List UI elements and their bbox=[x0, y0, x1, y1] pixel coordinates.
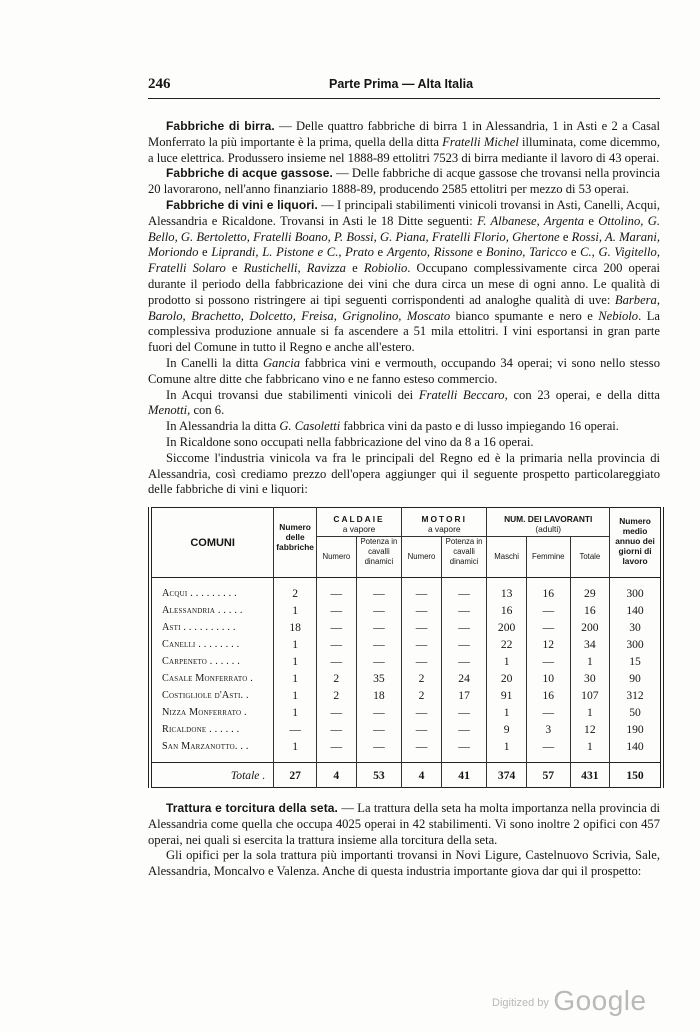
lavoranti-sub: (adulti) bbox=[535, 524, 561, 534]
text-run: — Delle quattro fabbriche di birra 1 in Alessandria, 1 in Asti e 2 a Casal Monferrato la più importante è la prima, quella della ditta bbox=[148, 119, 660, 149]
table-cell: — bbox=[402, 603, 442, 620]
table-cell: 190 bbox=[610, 722, 662, 739]
table-row bbox=[150, 603, 662, 620]
col-header-totale: Totale bbox=[570, 537, 609, 578]
table-cell: 200 bbox=[570, 620, 609, 637]
table-cell: — bbox=[441, 739, 486, 763]
italic-run: Ottolino, G. Bello, G. Bertoletto, Fratelli Boano, P. Bossi, G. Piana, Fratelli Florio, Ghertone bbox=[148, 213, 660, 244]
table-body bbox=[150, 578, 662, 763]
text-run: — I principali stabilimenti vinicoli trovansi in Asti, Canelli, Acqui, Alessandria e Ricaldone. Trovansi in Asti le 18 Ditte seguenti: bbox=[148, 197, 660, 228]
section-heading: Fabbriche di birra. bbox=[166, 119, 275, 133]
table-cell: 1 bbox=[274, 671, 317, 688]
table-cell: 2 bbox=[316, 671, 356, 688]
italic-run: Gancia bbox=[262, 355, 301, 370]
col-header-lavoranti bbox=[487, 508, 610, 537]
google-logo: Google bbox=[553, 985, 647, 1016]
table-cell: — bbox=[441, 722, 486, 739]
table-cell: — bbox=[356, 705, 401, 722]
text-run: fabbrica vini e vermouth, occupando 34 operai; vi sono nello stesso Comune altre ditte che fabbricano vino e ne fanno esteso commercio. bbox=[148, 355, 660, 386]
text-run: illuminata, come dicemmo, a luce elettrica. Produssero insieme nel 1888-89 ettolitri 7523 di birra mediante il lavoro di 43 operai. bbox=[148, 134, 660, 165]
table-cell: — bbox=[441, 654, 486, 671]
paragraph bbox=[148, 119, 660, 166]
col-header-motori bbox=[402, 508, 487, 537]
text-run: e bbox=[373, 245, 387, 260]
table-cell: — bbox=[402, 620, 442, 637]
table-cell: 1 bbox=[274, 654, 317, 671]
table-cell: 1 bbox=[570, 654, 609, 671]
table-cell: — bbox=[402, 637, 442, 654]
wine-factories-table bbox=[148, 507, 664, 788]
table-row bbox=[150, 637, 662, 654]
table-cell: — bbox=[441, 578, 486, 604]
section-heading: Fabbriche di vini e liquori. bbox=[166, 197, 318, 212]
table-cell: 300 bbox=[610, 578, 662, 604]
table-cell: — bbox=[274, 722, 317, 739]
comune-name: Carpeneto . . . . . . bbox=[150, 654, 274, 671]
watermark-prefix: Digitized by bbox=[492, 997, 549, 1009]
paragraph bbox=[148, 451, 660, 498]
table-cell: 30 bbox=[610, 620, 662, 637]
table-cell: 17 bbox=[441, 688, 486, 705]
table-cell: 91 bbox=[487, 688, 527, 705]
table-cell: 1 bbox=[487, 654, 527, 671]
table-cell: — bbox=[316, 722, 356, 739]
paragraph bbox=[148, 198, 660, 356]
table-cell: — bbox=[316, 739, 356, 763]
table-cell: — bbox=[316, 705, 356, 722]
table-cell: 1 bbox=[570, 739, 609, 763]
comune-name: Acqui . . . . . . . . . bbox=[150, 578, 274, 604]
caldaie-sub: a vapore bbox=[342, 524, 376, 534]
table-cell: — bbox=[526, 705, 570, 722]
table-cell: — bbox=[356, 603, 401, 620]
table-cell: 140 bbox=[610, 603, 662, 620]
table-cell: 2 bbox=[274, 578, 317, 604]
table-cell: — bbox=[526, 654, 570, 671]
italic-run: Liprandi, L. Pistone e C., Prato bbox=[211, 245, 374, 260]
col-header-caldaie bbox=[316, 508, 401, 537]
table-row bbox=[150, 578, 662, 604]
table-cell: — bbox=[441, 620, 486, 637]
italic-run: Menotti bbox=[148, 403, 188, 418]
table-cell: 1 bbox=[274, 739, 317, 763]
table-cell: 29 bbox=[570, 578, 609, 604]
table-row bbox=[150, 722, 662, 739]
text-run: — La trattura della seta ha molta importanza nella provincia di Alessandria come quella che occupa 4025 operai in 42 stabilimenti. Vi sono inoltre 2 opifici con 457 operai, nei quali si esercita la trattura insieme alla torcitura della seta. bbox=[148, 801, 660, 847]
total-label: Totale . bbox=[150, 763, 274, 788]
table-cell: — bbox=[402, 578, 442, 604]
italic-run: Fratelli Beccaro bbox=[418, 387, 505, 402]
text-run: In Ricaldone sono occupati nella fabbricazione del vino da 8 a 16 operai. bbox=[166, 434, 534, 449]
table-cell: 12 bbox=[526, 637, 570, 654]
paragraph bbox=[148, 356, 660, 388]
section-heading: Fabbriche di acque gassose. bbox=[166, 166, 333, 181]
text-run: e bbox=[198, 245, 212, 260]
table-cell: 34 bbox=[570, 637, 609, 654]
table-cell: 18 bbox=[356, 688, 401, 705]
table-row bbox=[150, 671, 662, 688]
italic-run: Argento, Rissone bbox=[386, 245, 473, 260]
total-cell: 53 bbox=[356, 763, 401, 788]
total-cell: 4 bbox=[402, 763, 442, 788]
text-run: . La complessiva produzione annuale si fa ascendere a 51 mila ettolitri. I vini esportansi in gran parte fuori del Comune in tutto il Regno e anche all'estero. bbox=[148, 308, 660, 355]
page-number: 246 bbox=[148, 76, 171, 92]
table-cell: — bbox=[441, 705, 486, 722]
section-heading: Trattura e torcitura della seta. bbox=[166, 801, 338, 815]
col-header-motori-potenza: Potenza in cavalli dinamici bbox=[441, 537, 486, 578]
col-header-caldaie-potenza: Potenza in cavalli dinamici bbox=[356, 537, 401, 578]
running-head bbox=[148, 76, 660, 96]
col-header-maschi: Maschi bbox=[487, 537, 527, 578]
text-run: In Acqui trovansi due stabilimenti vinicoli dei bbox=[166, 387, 419, 402]
paragraph bbox=[148, 388, 660, 420]
table-cell: 10 bbox=[526, 671, 570, 688]
text-run: In Canelli la ditta bbox=[166, 355, 263, 370]
motori-sub: a vapore bbox=[427, 524, 461, 534]
table-cell: 22 bbox=[487, 637, 527, 654]
table-cell: 24 bbox=[441, 671, 486, 688]
paragraph bbox=[148, 419, 660, 435]
total-cell: 57 bbox=[526, 763, 570, 788]
table-cell: 16 bbox=[570, 603, 609, 620]
paragraph bbox=[148, 435, 660, 451]
italic-run: Rossi, A. Marani, Moriondo bbox=[148, 229, 660, 260]
comune-name: San Marzanotto. . . bbox=[150, 739, 274, 763]
comune-name: Ricaldone . . . . . . bbox=[150, 722, 274, 739]
italic-run: Rustichelli, Ravizza bbox=[243, 261, 346, 276]
col-header-fabbriche: Numero delle fabbriche bbox=[274, 508, 317, 578]
table-cell: — bbox=[356, 578, 401, 604]
table-cell: 30 bbox=[570, 671, 609, 688]
text-run: — Delle fabbriche di acque gassose che trovansi nella provincia 20 lavorarono, nell'anno finanziario 1888-89, producendo 2585 ettolitri per mezzo di 53 operai. bbox=[148, 166, 660, 197]
table-cell: 312 bbox=[610, 688, 662, 705]
text-run: e bbox=[559, 229, 572, 244]
table-cell: 16 bbox=[526, 578, 570, 604]
table-cell: 35 bbox=[356, 671, 401, 688]
table-cell: — bbox=[316, 654, 356, 671]
table-cell: 12 bbox=[570, 722, 609, 739]
table-cell: 90 bbox=[610, 671, 662, 688]
table-cell: — bbox=[402, 739, 442, 763]
col-header-femmine: Femmine bbox=[526, 537, 570, 578]
table-cell: 1 bbox=[274, 705, 317, 722]
table-row bbox=[150, 620, 662, 637]
italic-run: C., G. Vigitello, Fratelli Solaro bbox=[148, 245, 660, 276]
table-cell: — bbox=[356, 620, 401, 637]
table-cell: 1 bbox=[274, 637, 317, 654]
text-run: e bbox=[225, 261, 244, 276]
table-cell: 15 bbox=[610, 654, 662, 671]
text-run: e bbox=[567, 245, 581, 260]
comune-name: Canelli . . . . . . . . bbox=[150, 637, 274, 654]
text-block-top bbox=[148, 119, 660, 498]
comune-name: Casale Monferrato . bbox=[150, 671, 274, 688]
table-cell: 50 bbox=[610, 705, 662, 722]
text-run: In Alessandria la ditta bbox=[166, 419, 280, 434]
table-cell: 3 bbox=[526, 722, 570, 739]
total-cell: 150 bbox=[610, 763, 662, 788]
table-cell: 16 bbox=[487, 603, 527, 620]
caldaie-title: CALDAIE bbox=[333, 514, 385, 524]
italic-run: Fratelli Michel bbox=[442, 134, 519, 149]
total-cell: 431 bbox=[570, 763, 609, 788]
text-run: . Occupano complessivamente circa 200 operai durante il periodo della fabbricazione dei vini che dura circa un mese di ogni anno. Le qualità di prodotto si possono ristringere ai tipi seguenti corrispondenti ad analoghe qualità di uve: bbox=[148, 261, 661, 307]
table-cell: 300 bbox=[610, 637, 662, 654]
table-cell: — bbox=[356, 637, 401, 654]
table-row bbox=[150, 688, 662, 705]
table-cell: — bbox=[402, 722, 442, 739]
motori-title: MOTORI bbox=[421, 514, 467, 524]
table-total-row bbox=[150, 763, 662, 788]
italic-run: G. Casoletti bbox=[279, 419, 341, 434]
italic-run: Barbera, Barolo, Brachetto, Dolcetto, Freisa, Grignolino, Moscato bbox=[148, 292, 660, 323]
table-cell: 2 bbox=[402, 671, 442, 688]
table-cell: — bbox=[441, 603, 486, 620]
col-header-comuni: COMUNI bbox=[150, 508, 274, 578]
table-cell: 2 bbox=[402, 688, 442, 705]
table-cell: 16 bbox=[526, 688, 570, 705]
header-rule bbox=[148, 98, 660, 99]
col-header-motori-numero: Numero bbox=[402, 537, 442, 578]
table-cell: 1 bbox=[487, 705, 527, 722]
italic-run: F. Albanese, Argenta bbox=[477, 213, 584, 228]
table-cell: 140 bbox=[610, 739, 662, 763]
lavoranti-title: NUM. DEI LAVORANTI bbox=[504, 514, 593, 524]
running-title: Parte Prima — Alta Italia bbox=[329, 77, 474, 91]
table-cell: — bbox=[526, 739, 570, 763]
total-cell: 4 bbox=[316, 763, 356, 788]
text-run: , con 23 operai, e della ditta bbox=[504, 387, 660, 402]
total-cell: 27 bbox=[274, 763, 317, 788]
text-run: e bbox=[584, 213, 599, 228]
table-row bbox=[150, 705, 662, 722]
table-cell: 107 bbox=[570, 688, 609, 705]
table-cell: 13 bbox=[487, 578, 527, 604]
total-cell: 41 bbox=[441, 763, 486, 788]
text-run: Gli opifici per la sola trattura più importanti trovansi in Novi Ligure, Castelnuovo Scrivia, Sale, Alessandria, Moncalvo e Valenza. Anche di questa industria importante giova dar qui il prospetto: bbox=[148, 848, 660, 879]
comune-name: Costigliole d'Asti. . bbox=[150, 688, 274, 705]
text-run: e bbox=[345, 261, 364, 276]
text-run: bianco spumante e nero e bbox=[450, 308, 599, 323]
col-header-caldaie-numero: Numero bbox=[316, 537, 356, 578]
table-cell: 1 bbox=[487, 739, 527, 763]
table-row bbox=[150, 654, 662, 671]
paragraph bbox=[148, 801, 660, 848]
text-run: e bbox=[472, 245, 486, 260]
table-cell: 1 bbox=[570, 705, 609, 722]
table-cell: — bbox=[441, 637, 486, 654]
total-cell: 374 bbox=[487, 763, 527, 788]
text-run: , con 6. bbox=[187, 403, 225, 418]
table-cell: — bbox=[316, 603, 356, 620]
table-row bbox=[150, 739, 662, 763]
table-cell: — bbox=[526, 620, 570, 637]
text-block-bottom bbox=[148, 801, 660, 880]
table-cell: — bbox=[402, 654, 442, 671]
table-cell: — bbox=[402, 705, 442, 722]
paragraph bbox=[148, 166, 660, 198]
table-cell: 20 bbox=[487, 671, 527, 688]
table-cell: 200 bbox=[487, 620, 527, 637]
digitized-watermark bbox=[492, 985, 647, 1017]
table-cell: 1 bbox=[274, 688, 317, 705]
table-cell: 2 bbox=[316, 688, 356, 705]
table-cell: — bbox=[526, 603, 570, 620]
table-cell: 9 bbox=[487, 722, 527, 739]
comune-name: Alessandria . . . . . bbox=[150, 603, 274, 620]
italic-run: Robiolio bbox=[363, 261, 408, 276]
table-cell: — bbox=[356, 739, 401, 763]
table-cell: — bbox=[316, 620, 356, 637]
paragraph bbox=[148, 848, 660, 880]
comune-name: Nizza Monferrato . bbox=[150, 705, 274, 722]
col-header-giorni: Numero medio annuo dei giorni di lavoro bbox=[610, 508, 662, 578]
comune-name: Asti . . . . . . . . . . bbox=[150, 620, 274, 637]
text-run: Siccome l'industria vinicola va fra le principali del Regno ed è la primaria nella provincia di Alessandria, così crediamo prezzo dell'opera aggiunger qui il seguente prospetto particolareggiato delle fabbriche di vini e liquori: bbox=[148, 450, 660, 497]
text-run: fabbrica vini da pasto e di lusso impiegando 16 operai. bbox=[340, 419, 619, 434]
italic-run: Bonino, Taricco bbox=[485, 245, 568, 260]
table-cell: 1 bbox=[274, 603, 317, 620]
italic-run: Nebiolo bbox=[598, 308, 639, 323]
table-cell: — bbox=[316, 637, 356, 654]
table-cell: 18 bbox=[274, 620, 317, 637]
table-cell: — bbox=[356, 654, 401, 671]
table-cell: — bbox=[356, 722, 401, 739]
table-cell: — bbox=[316, 578, 356, 604]
